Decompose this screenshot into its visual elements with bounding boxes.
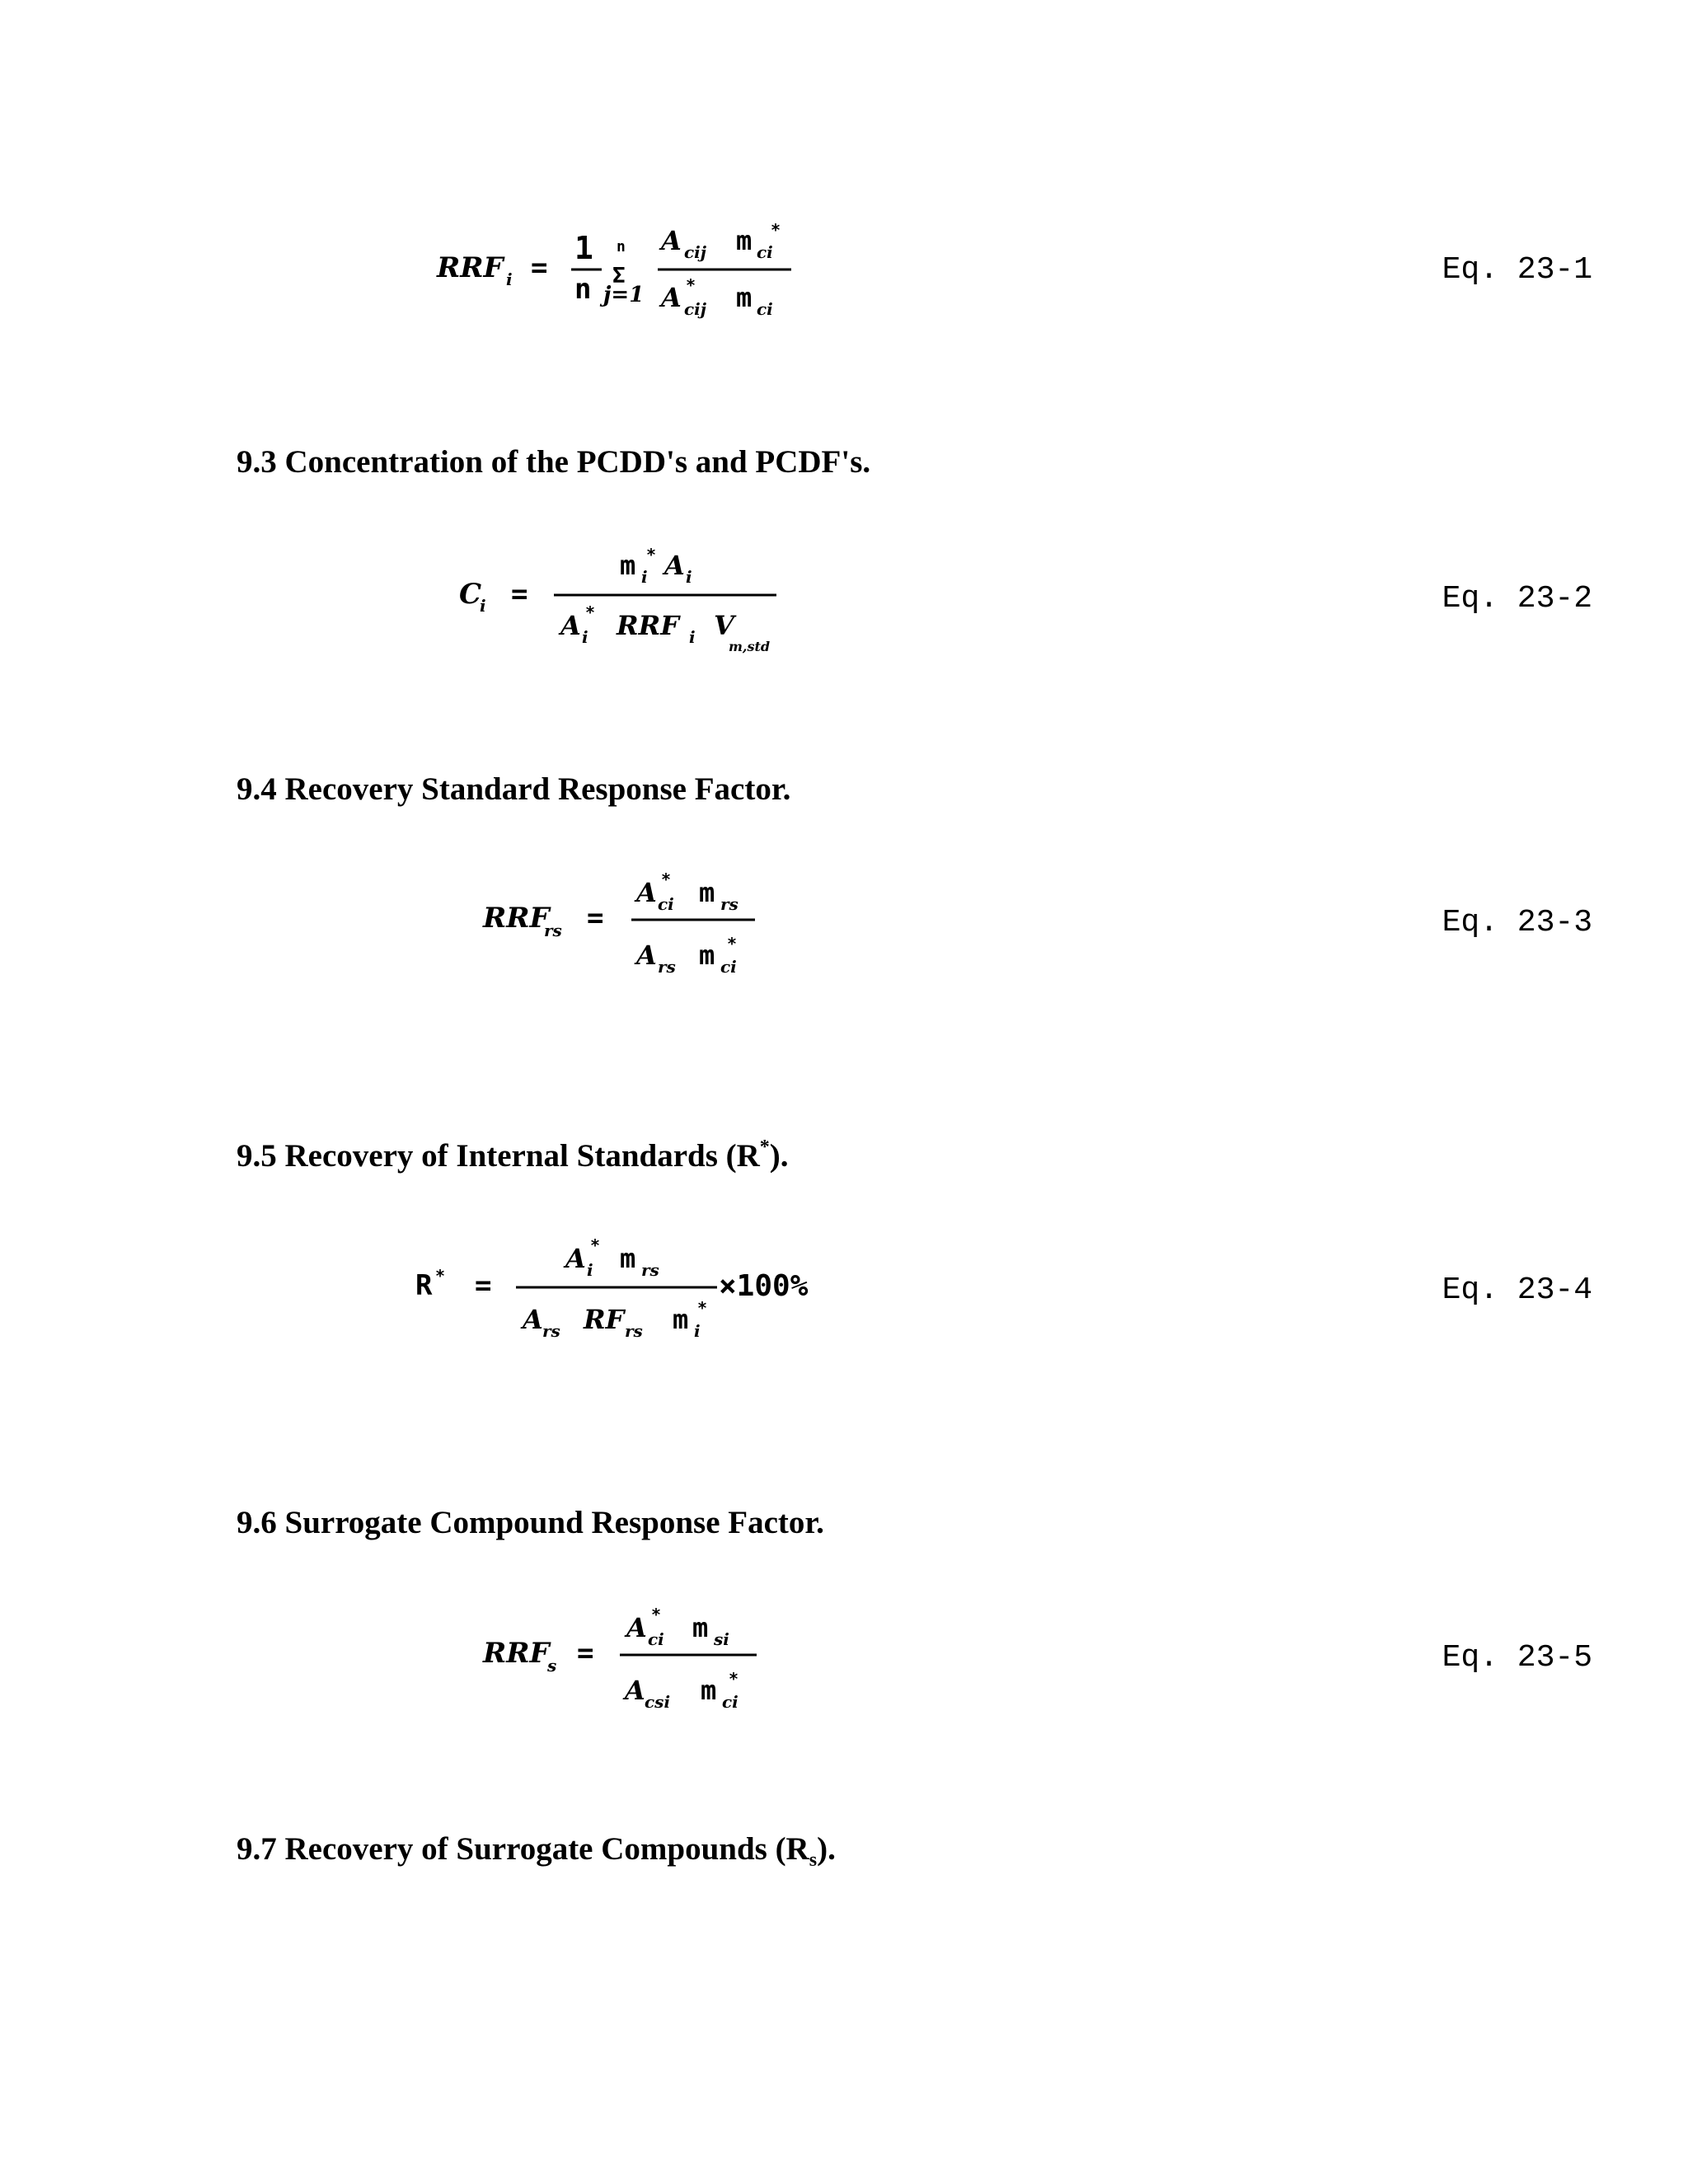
eq3-den-m-star: *	[727, 934, 738, 954]
eq5-num-m: m	[692, 1612, 709, 1643]
eq5-den-m: m	[701, 1675, 717, 1706]
equation-label-23-1: Eq. 23-1	[1442, 252, 1592, 288]
eq2-den-a: A	[560, 610, 581, 641]
eq1-lhs: RRF	[437, 251, 504, 284]
eq4-num-a-sub: i	[587, 1260, 593, 1280]
eq2-den-a-star: *	[585, 602, 596, 622]
eq3-lhs: RRF	[483, 902, 550, 935]
eq3-den-m: m	[699, 940, 715, 971]
eq3-equals: =	[587, 902, 604, 935]
eq1-equals: =	[531, 251, 548, 284]
section-9-5-title: 9.5 Recovery of Internal Standards (R	[237, 1138, 760, 1174]
eq1-den-a: A	[661, 282, 682, 313]
eq4-lhs: R	[415, 1269, 433, 1302]
eq3-den-a-sub: rs	[658, 957, 676, 977]
eq4-den-a-sub: rs	[542, 1321, 560, 1341]
eq1-den-a-sub: cij	[684, 299, 707, 319]
eq1-sum-upper: n	[617, 238, 626, 255]
eq1-sum-symbol: Σ	[612, 264, 626, 288]
eq5-equals: =	[577, 1637, 594, 1670]
eq4-num-m-sub: rs	[641, 1260, 659, 1280]
eq4-den-rf: RF	[584, 1304, 625, 1335]
eq1-num-m-star: *	[771, 220, 781, 240]
eq3-num-m: m	[699, 877, 715, 908]
eq4-num-m: m	[620, 1243, 636, 1274]
eq2-den-a-sub: i	[582, 627, 588, 647]
section-heading-9-3: 9.3 Concentration of the PCDD's and PCDF's.	[237, 444, 871, 480]
eq4-suffix: ×100%	[719, 1269, 809, 1303]
eq3-num-a: A	[636, 877, 657, 908]
eq4-den-a: A	[523, 1304, 543, 1335]
eq2-equals: =	[511, 578, 528, 611]
eq4-den-rf-sub: rs	[625, 1321, 643, 1341]
eq3-den-a: A	[636, 940, 657, 971]
eq1-num-m: m	[736, 225, 753, 256]
section-heading-9-4: 9.4 Recovery Standard Response Factor.	[237, 771, 791, 807]
eq2-den-v-sub: m,std	[729, 639, 771, 654]
eq4-den-m: m	[673, 1304, 689, 1335]
eq4-den-m-sub: i	[694, 1321, 701, 1341]
section-9-5-sup: *	[759, 1137, 770, 1158]
eq5-num-a-star: *	[651, 1605, 662, 1624]
eq2-den-rrf-sub: i	[689, 627, 696, 647]
eq1-prefactor-num: 1	[574, 230, 593, 266]
eq5-num-a-sub: ci	[648, 1629, 664, 1649]
eq1-num-a-sub: cij	[684, 242, 707, 262]
eq2-num-m-sub: i	[641, 567, 648, 587]
equation-label-23-2: Eq. 23-2	[1442, 581, 1592, 616]
eq2-lhs: C	[459, 578, 482, 611]
eq5-den-m-sub: ci	[722, 1692, 738, 1712]
eq5-lhs-sub: s	[547, 1656, 557, 1675]
equation-label-23-5: Eq. 23-5	[1442, 1640, 1592, 1675]
eq5-den-a: A	[625, 1675, 645, 1706]
eq1-num-a: A	[661, 225, 682, 256]
eq3-num-a-star: *	[661, 869, 672, 889]
eq2-num-m: m	[620, 550, 636, 581]
eq4-num-a: A	[565, 1243, 586, 1274]
section-heading-9-6: 9.6 Surrogate Compound Response Factor.	[237, 1505, 824, 1540]
eq3-lhs-sub: rs	[544, 921, 562, 940]
eq1-den-m: m	[736, 282, 753, 313]
eq2-num-a-sub: i	[686, 567, 692, 587]
eq1-den-m-sub: ci	[757, 299, 773, 319]
equation-label-23-3: Eq. 23-3	[1442, 905, 1592, 940]
section-heading-9-7	[237, 1831, 836, 1871]
eq3-num-a-sub: ci	[658, 894, 674, 914]
eq4-lhs-sup: *	[435, 1266, 446, 1286]
section-9-7-sub: s	[809, 1849, 818, 1871]
eq3-num-m-sub: rs	[720, 894, 738, 914]
section-9-5-end: ).	[769, 1138, 789, 1174]
eq2-num-a: A	[664, 550, 685, 581]
equation-label-23-4: Eq. 23-4	[1442, 1272, 1592, 1308]
eq4-den-m-star: *	[697, 1298, 708, 1318]
eq2-num-m-star: *	[646, 545, 657, 565]
eq5-num-a: A	[626, 1612, 647, 1643]
eq2-lhs-sub: i	[480, 596, 486, 616]
section-9-7-end: ).	[817, 1831, 836, 1867]
eq1-den-a-star: *	[686, 275, 696, 295]
eq1-prefactor-den: n	[574, 273, 592, 306]
eq2-den-rrf: RRF	[617, 610, 679, 641]
eq4-equals: =	[475, 1269, 492, 1302]
eq5-lhs: RRF	[483, 1637, 550, 1670]
eq3-den-m-sub: ci	[720, 957, 737, 977]
eq4-num-a-star: *	[590, 1235, 601, 1255]
eq1-lhs-sub: i	[506, 269, 513, 289]
eq5-num-m-sub: si	[714, 1629, 729, 1649]
section-9-7-title: 9.7 Recovery of Surrogate Compounds (R	[237, 1831, 809, 1867]
eq5-den-m-star: *	[729, 1669, 739, 1689]
eq2-den-v: V	[714, 610, 734, 641]
eq1-num-m-sub: ci	[757, 242, 773, 262]
eq5-den-a-sub: csi	[645, 1692, 671, 1712]
eq1-sum-lower: j=1	[603, 283, 645, 307]
